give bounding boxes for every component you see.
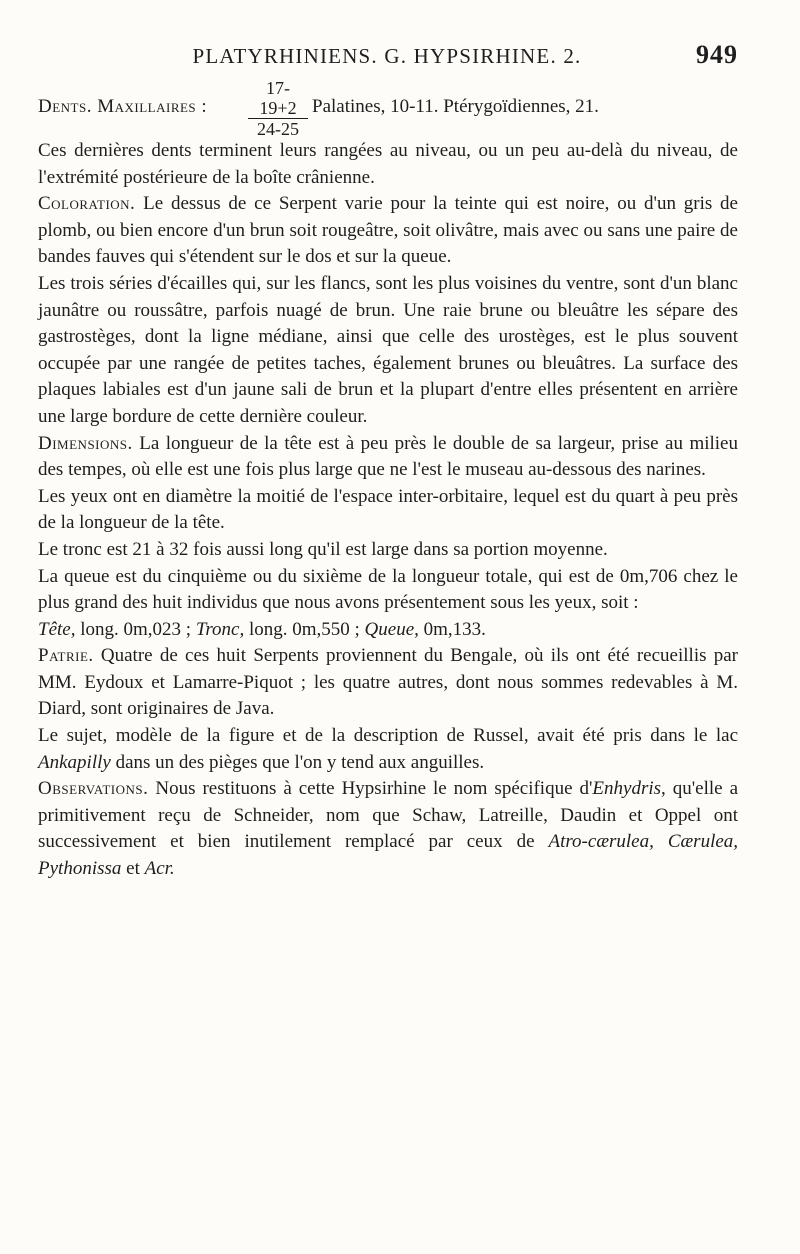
paragraph-dimensions xyxy=(38,431,738,484)
paragraph-text: Les yeux ont en diamètre la moitié de l'espace inter-orbitaire, lequel est du quart à peu près de la longueur de la tête. xyxy=(38,485,738,534)
paragraph-text: dans un des pièges que l'on y tend aux anguilles. xyxy=(115,751,485,773)
synonym-name: Atro-cærulea, xyxy=(548,831,654,853)
species-name: Enhydris xyxy=(592,778,662,800)
head-label: Tête, xyxy=(38,618,76,640)
paragraph xyxy=(38,723,738,776)
maxillary-fraction xyxy=(248,78,308,139)
paragraph xyxy=(38,271,738,431)
paragraph xyxy=(38,484,738,537)
trunk-label: Tronc, xyxy=(195,618,245,640)
fraction-numerator: 17-19+2 xyxy=(248,78,308,119)
paragraph-text: La longueur de la tête est à peu près le double de sa largeur, prise au milieu des tempes, où elle est une fois plus large que ne l'est le museau au-dessous des narines. xyxy=(38,432,738,481)
body-text xyxy=(38,138,738,883)
section-lead: Observations. xyxy=(38,778,149,800)
dentition-label: Dents. Maxillaires : xyxy=(38,96,208,117)
section-lead: Dimensions. xyxy=(38,432,133,454)
paragraph-text: La queue est du cinquième ou du sixième de la longueur totale, qui est de 0m,706 chez le plus grand des huit individus que nous avons présentement sous les yeux, soit : xyxy=(38,565,738,614)
paragraph-text: Ces dernières dents terminent leurs rangées au niveau, ou un peu au-delà du niveau, de l'extrémité postérieure de la boîte crânienne. xyxy=(38,140,738,188)
synonym-name: Acr. xyxy=(144,858,175,880)
paragraph-patrie xyxy=(38,643,738,723)
paragraph xyxy=(38,564,738,617)
paragraph-text: Le tronc est 21 à 32 fois aussi long qu'il est large dans sa portion moyenne. xyxy=(38,538,608,560)
running-head xyxy=(38,40,738,72)
synonym-name: Cærulea, xyxy=(667,831,739,853)
paragraph-text: Quatre de ces huit Serpents proviennent du Bengale, où ils ont été recueillis par MM. Eydoux et Lamarre-Piquot ; les quatre autres, dont nous sommes redevables à M. Diard, sont originaires de Java. xyxy=(38,645,738,720)
paragraph-text: Nous restituons à cette Hypsirhine le nom spécifique d' xyxy=(155,778,593,800)
conjunction: et xyxy=(126,858,140,880)
fraction-denominator: 24-25 xyxy=(257,119,299,139)
section-lead: Coloration. xyxy=(38,193,136,215)
paragraph-observations xyxy=(38,776,738,882)
paragraph-text: Le sujet, modèle de la figure et de la description de Russel, avait été pris dans le lac xyxy=(38,725,738,747)
head-value: long. 0m,023 ; xyxy=(80,618,192,640)
page-number: 949 xyxy=(696,40,738,69)
lake-name: Ankapilly xyxy=(38,751,111,773)
running-title: PLATYRHINIENS. G. HYPSIRHINE. 2. xyxy=(192,44,582,68)
dentition-rest: Palatines, 10-11. Ptérygoïdiennes, 21. xyxy=(312,96,599,117)
dentition-formula xyxy=(38,78,738,139)
tail-value: 0m,133. xyxy=(423,618,486,640)
paragraph xyxy=(38,138,738,191)
synonym-name: Pythonissa xyxy=(38,858,122,880)
tail-label: Queue, xyxy=(364,618,419,640)
paragraph-text: Le dessus de ce Serpent varie pour la teinte qui est noire, ou d'un gris de plomb, ou bien encore d'un brun soit rougeâtre, soit olivâtre, mais avec ou sans une paire de bandes fauves qui s'étendent sur le dos et sur la queue. xyxy=(38,193,738,268)
measurements-line xyxy=(38,617,738,644)
paragraph-coloration xyxy=(38,191,738,271)
trunk-value: long. 0m,550 ; xyxy=(248,618,360,640)
paragraph xyxy=(38,537,738,564)
section-lead: Patrie. xyxy=(38,645,94,667)
paragraph-text: Les trois séries d'écailles qui, sur les flancs, sont les plus voisines du ventre, sont d'un blanc jaunâtre ou roussâtre, parfois nuagé de brun. Une raie brune ou bleuâtre les sépare des gastrostèges, dont la ligne médiane, ainsi que celle des urostèges, est le plus souvent occupée par une rangée de petites taches, également brunes ou bleuâtres. La surface des plaques labiales est d'un jaune sali de brun et la plupart d'entre elles présentent en arrière une large bordure de cette dernière couleur. xyxy=(38,272,738,427)
paragraph-text: , qu'elle a primitivement reçu de Schneider, nom que Schaw, Latreille, Daudin et Oppel ont successivement et bien inutilement remplacé par ceux de xyxy=(38,778,739,853)
